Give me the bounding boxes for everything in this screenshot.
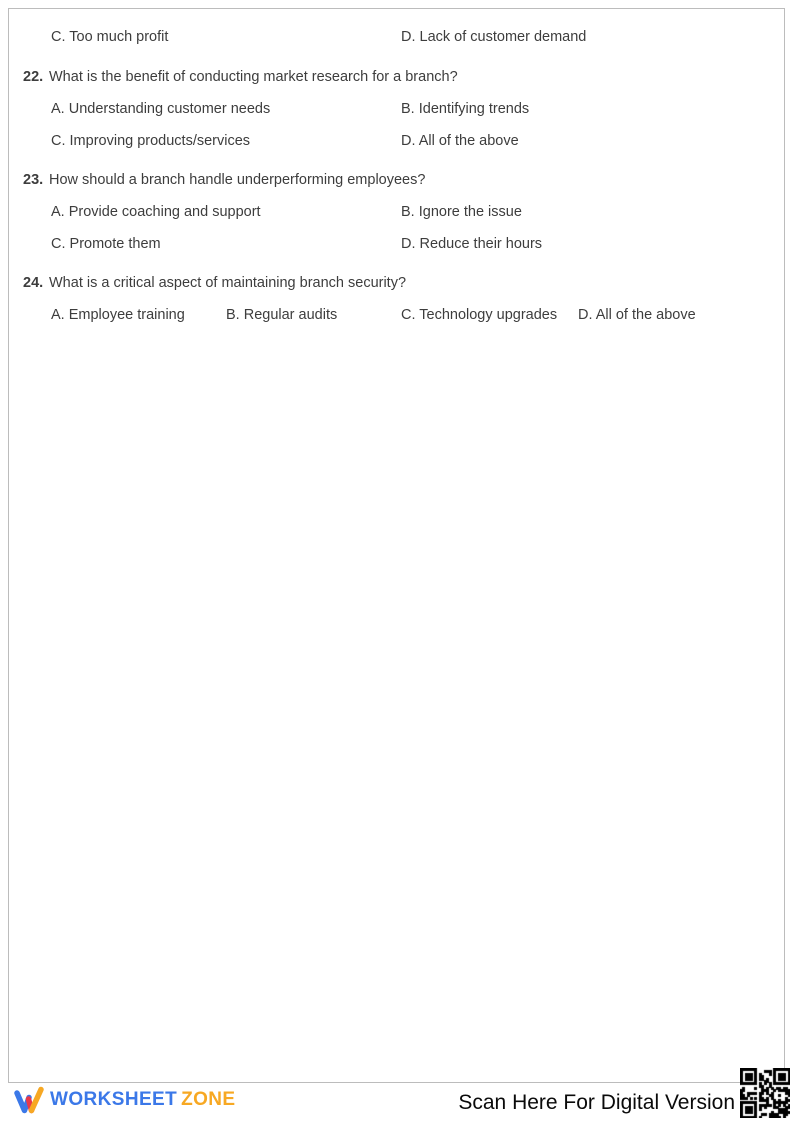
- option: A. Understanding customer needs: [51, 101, 271, 117]
- worksheet-page: [8, 8, 785, 1083]
- question-23: [9, 170, 784, 190]
- brand-word-zone: ZONE: [181, 1089, 236, 1110]
- question-22-options-row: [9, 131, 784, 151]
- option: C. Promote them: [51, 236, 161, 252]
- option: C. Improving products/services: [51, 133, 251, 149]
- worksheetzone-logo: [14, 1086, 236, 1114]
- question-text: What is a critical aspect of maintaining branch security?: [49, 275, 407, 291]
- qr-code: [740, 1068, 790, 1118]
- question-text: What is the benefit of conducting market research for a branch?: [49, 69, 458, 85]
- option: D. All of the above: [401, 133, 519, 149]
- question-number: 24.: [23, 275, 44, 291]
- question-22: [9, 67, 784, 87]
- question-text: How should a branch handle underperforming employees?: [49, 172, 426, 188]
- question-23-options-row: [9, 234, 784, 254]
- option: B. Regular audits: [226, 307, 338, 323]
- question-number: 22.: [23, 69, 44, 85]
- question-22-options-row: [9, 99, 784, 119]
- option: C. Technology upgrades: [401, 307, 558, 323]
- question-23-options-row: [9, 202, 784, 222]
- option: A. Employee training: [51, 307, 185, 323]
- option: A. Provide coaching and support: [51, 204, 261, 220]
- option: D. Reduce their hours: [401, 236, 543, 252]
- scan-here-label: Scan Here For Digital Version: [458, 1091, 735, 1114]
- option: B. Identifying trends: [401, 101, 530, 117]
- option: D. Lack of customer demand: [401, 29, 587, 45]
- page-footer: [0, 1083, 793, 1122]
- worksheetzone-w-icon: [14, 1086, 44, 1114]
- question-24: [9, 273, 784, 293]
- option: B. Ignore the issue: [401, 204, 522, 220]
- question-21-options-row: [9, 27, 784, 47]
- question-number: 23.: [23, 172, 44, 188]
- brand-word-worksheet: WORKSHEET: [50, 1089, 178, 1110]
- option: C. Too much profit: [51, 29, 169, 45]
- question-24-options-row: [9, 305, 784, 325]
- option: D. All of the above: [578, 307, 696, 323]
